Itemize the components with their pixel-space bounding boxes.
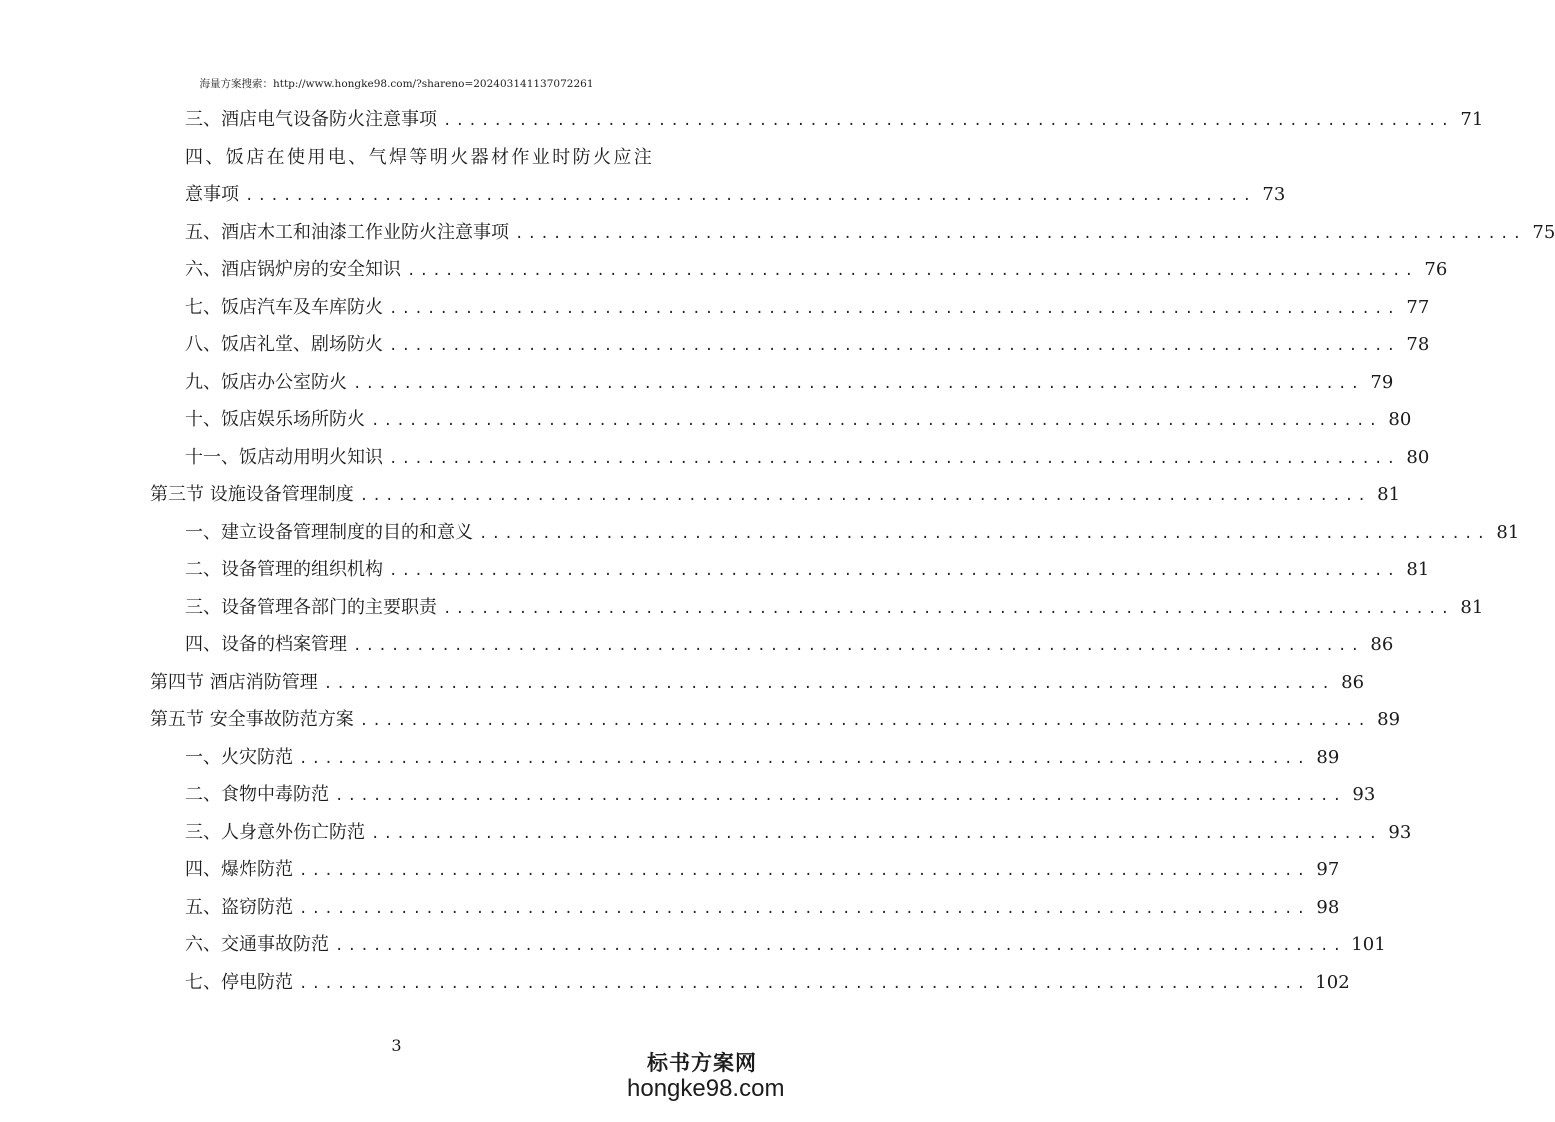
toc-entry[interactable] (150, 701, 1401, 739)
watermark-domain: hongke98.com (627, 1075, 785, 1102)
toc-entry[interactable] (150, 551, 1430, 589)
toc-entry[interactable] (150, 251, 1448, 289)
toc-entry-page-number: 80 (1406, 446, 1430, 468)
toc-dot-leader: ................................................................................ (359, 713, 1371, 729)
toc-entry-title: 八、饭店礼堂、剧场防火 (185, 334, 383, 355)
toc-entry-title: 第三节 设施设备管理制度 (150, 484, 354, 505)
toc-entry-page-number: 89 (1316, 746, 1340, 768)
toc-dot-leader: ................................................................................ (299, 863, 1310, 879)
toc-entry[interactable] (150, 589, 1484, 627)
toc-entry-title: 三、设备管理各部门的主要职责 (185, 596, 437, 618)
toc-entry[interactable] (150, 101, 1484, 139)
toc-dot-leader: ................................................................................ (299, 750, 1310, 767)
toc-dot-leader: ................................................................................ (389, 450, 1400, 467)
toc-entry-page-number: 101 (1351, 934, 1386, 955)
toc-dot-leader: ................................................................................ (299, 900, 1310, 917)
toc-entry-title: 第四节 酒店消防管理 (150, 671, 318, 693)
toc-dot-leader: ................................................................................ (479, 525, 1490, 542)
toc-entry[interactable] (150, 926, 1386, 964)
toc-entry[interactable] (150, 214, 1555, 252)
toc-entry[interactable] (150, 139, 674, 177)
toc-entry[interactable] (150, 476, 1401, 514)
toc-entry-page-number: 80 (1388, 409, 1412, 430)
toc-entry-page-number: 86 (1341, 671, 1365, 693)
toc-dot-leader: ................................................................................ (335, 938, 1346, 954)
toc-entry-title: 三、酒店电气设备防火注意事项 (185, 109, 437, 130)
toc-dot-leader: ................................................................................ (353, 375, 1364, 392)
toc-entry-page-number: 76 (1424, 259, 1448, 280)
toc-dot-leader: ................................................................................ (299, 975, 1310, 992)
toc-dot-leader: ................................................................................ (335, 788, 1346, 804)
toc-dot-leader: ................................................................................ (371, 413, 1382, 429)
toc-entry[interactable] (150, 776, 1376, 814)
page-header-url: 海量方案搜索：http://www.hongke98.com/?shareno=20240314113707226​1 (199, 78, 594, 90)
toc-dot-leader: ................................................................................ (353, 638, 1364, 654)
toc-entry-title: 九、饭店办公室防火 (185, 371, 347, 393)
toc-entry-title: 一、建立设备管理制度的目的和意义 (185, 521, 473, 543)
toc-entry[interactable] (150, 626, 1394, 664)
toc-entry-title: 五、盗窃防范 (185, 896, 293, 918)
toc-entry-page-number: 86 (1370, 634, 1394, 655)
toc-entry-page-number: 79 (1370, 371, 1394, 393)
watermark-title: 标书方案网 (647, 1050, 757, 1075)
toc-entry-title: 五、酒店木工和油漆工作业防火注意事项 (185, 221, 509, 243)
toc-entry-page-number: 89 (1377, 709, 1401, 730)
toc-dot-leader: ................................................................................ (245, 188, 1256, 204)
toc-entry-page-number: 78 (1406, 334, 1430, 355)
table-of-contents (150, 101, 1555, 1001)
site-watermark-logo (627, 1050, 785, 1102)
toc-dot-leader: ................................................................................ (443, 113, 1454, 129)
toc-entry[interactable] (150, 814, 1412, 852)
toc-dot-leader: ................................................................................ (323, 675, 1335, 692)
toc-entry-title: 七、停电防范 (185, 971, 293, 993)
toc-dot-leader: ................................................................................ (515, 225, 1526, 242)
toc-entry-page-number: 75 (1532, 221, 1555, 243)
toc-entry-title: 四、爆炸防范 (185, 859, 293, 880)
toc-entry-page-number: 71 (1460, 109, 1484, 130)
toc-entry-page-number: 98 (1316, 896, 1340, 918)
toc-entry[interactable] (150, 326, 1430, 364)
toc-entry-page-number: 81 (1406, 559, 1430, 580)
toc-entry-title: 七、饭店汽车及车库防火 (185, 296, 383, 318)
toc-entry[interactable] (150, 289, 1430, 327)
toc-entry[interactable] (150, 851, 1340, 889)
toc-dot-leader: ................................................................................ (443, 600, 1454, 617)
toc-entry[interactable] (150, 964, 1350, 1002)
toc-entry[interactable] (150, 439, 1430, 477)
toc-entry-title: 一、火灾防范 (185, 746, 293, 768)
toc-entry[interactable] (150, 364, 1394, 402)
toc-entry-page-number: 81 (1460, 596, 1484, 618)
toc-entry[interactable] (150, 401, 1412, 439)
toc-entry-title: 二、食物中毒防范 (185, 784, 329, 805)
toc-entry-title: 十一、饭店动用明火知识 (185, 446, 383, 468)
toc-entry-page-number: 73 (1262, 184, 1286, 205)
toc-entry-title: 十、饭店娱乐场所防火 (185, 409, 365, 430)
toc-entry[interactable] (150, 176, 1286, 214)
page-number: 3 (391, 1036, 402, 1055)
toc-entry-page-number: 81 (1377, 484, 1401, 505)
toc-entry-title: 四、饭店在使用电、气焊等明火器材作业时防火应注 (185, 146, 655, 168)
toc-entry-title: 第五节 安全事故防范方案 (150, 709, 354, 730)
toc-entry-title: 意事项 (185, 184, 239, 205)
toc-entry-page-number: 93 (1352, 784, 1376, 805)
toc-entry[interactable] (150, 889, 1340, 927)
toc-entry[interactable] (150, 664, 1365, 702)
toc-dot-leader: ................................................................................ (389, 338, 1400, 354)
toc-entry-page-number: 102 (1315, 971, 1350, 993)
toc-entry-title: 四、设备的档案管理 (185, 634, 347, 655)
toc-entry-page-number: 81 (1496, 521, 1520, 543)
toc-entry[interactable] (150, 514, 1520, 552)
toc-entry[interactable] (150, 739, 1340, 777)
toc-entry-page-number: 77 (1406, 296, 1430, 318)
toc-entry-title: 二、设备管理的组织机构 (185, 559, 383, 580)
toc-entry-title: 六、酒店锅炉房的安全知识 (185, 259, 401, 280)
toc-dot-leader: ................................................................................ (407, 263, 1418, 279)
toc-entry-title: 三、人身意外伤亡防范 (185, 821, 365, 843)
toc-dot-leader: ................................................................................ (359, 488, 1371, 504)
toc-dot-leader: ................................................................................ (389, 300, 1400, 317)
toc-entry-page-number: 93 (1388, 821, 1412, 843)
toc-entry-page-number: 97 (1316, 859, 1340, 880)
toc-dot-leader: ................................................................................ (389, 563, 1400, 579)
toc-dot-leader: ................................................................................ (371, 825, 1382, 842)
toc-entry-title: 六、交通事故防范 (185, 934, 329, 955)
